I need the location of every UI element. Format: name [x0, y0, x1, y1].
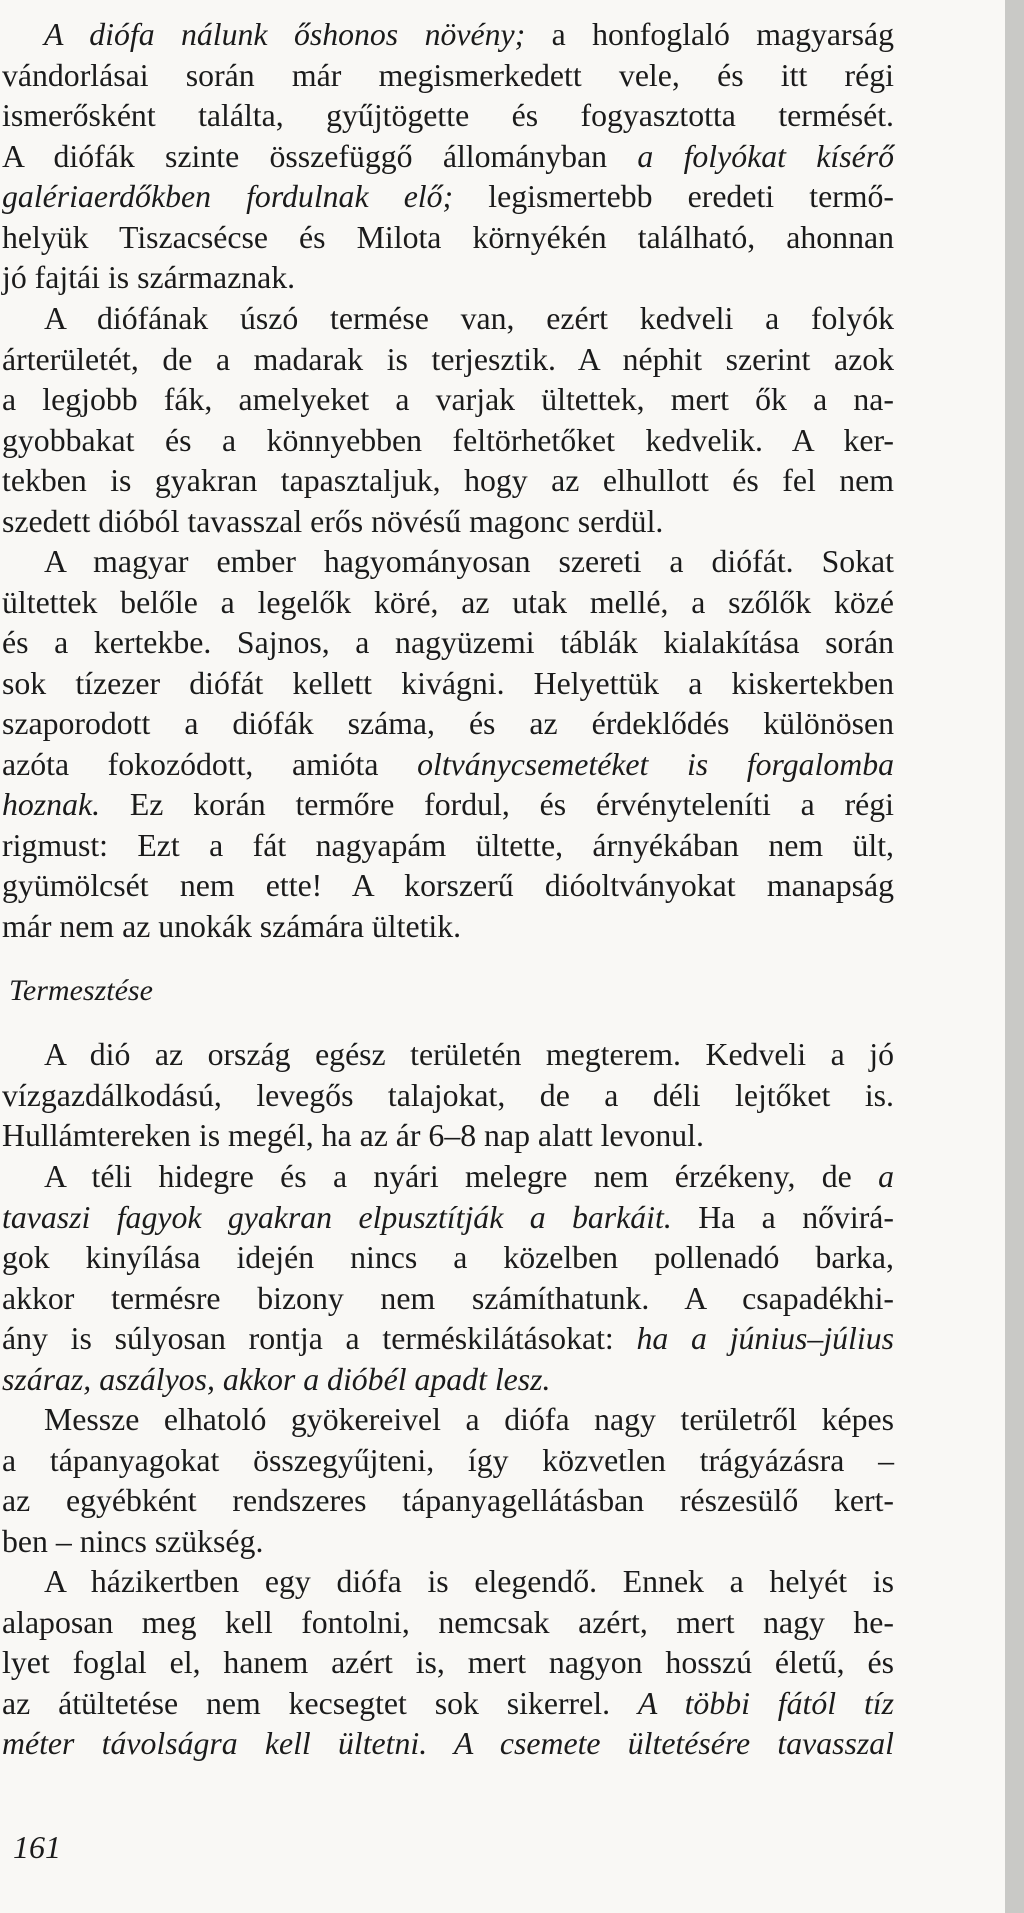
text-run: vándorlásai során már megismerkedett vele, és itt régi: [2, 57, 894, 93]
text-line: [2, 907, 894, 948]
text-line: [2, 1319, 894, 1360]
text-line: [2, 421, 894, 462]
italic-text: oltványcsemetéket is forgalomba: [417, 746, 894, 782]
text-run: Hullámtereken is megél, ha az ár 6–8 nap alatt levonul.: [2, 1118, 704, 1153]
text-line: [2, 704, 894, 745]
text-line: [2, 1076, 894, 1117]
text-run: A házikertben egy diófa is elegendő. Ennek a helyét is: [44, 1564, 894, 1599]
paragraph-1: [2, 15, 894, 299]
text-run: lyet foglal el, hanem azért is, mert nagyon hosszú életű, és: [2, 1645, 894, 1680]
text-line: [2, 380, 894, 421]
page-edge-shadow: [1005, 0, 1024, 1913]
text-run: a legjobb fák, amelyeket a varjak ültettek, mert ők a na-: [2, 382, 894, 417]
italic-text: hoznak.: [2, 787, 101, 822]
text-run: szaporodott a diófák száma, és az érdeklődés különösen: [2, 706, 894, 741]
text-line: [2, 1481, 894, 1522]
text-run: rigmust: Ezt a fát nagyapám ültette, árnyékában nem ült,: [2, 827, 894, 863]
text-line: [2, 1684, 894, 1725]
italic-text: száraz, aszályos, akkor a dióbél apadt lesz.: [2, 1361, 551, 1397]
text-run: Messze elhatoló gyökereivel a diófa nagy területről képes: [44, 1402, 894, 1437]
text-run: árterületét, de a madarak is terjesztik. A néphit szerint azok: [2, 341, 894, 377]
text-run: gyobbakat és a könnyebben feltörhetőket kedvelik. A ker-: [2, 422, 894, 458]
text-line: [2, 15, 894, 56]
text-line: [2, 542, 894, 583]
text-line: [2, 866, 894, 907]
text-line: [2, 56, 894, 97]
text-line: [2, 137, 894, 178]
text-line: [2, 1562, 894, 1603]
text-run: ány is súlyosan rontja a terméskilátásokat:: [2, 1321, 637, 1356]
section-heading: Termesztése: [9, 974, 153, 1007]
paragraph-5: [2, 1157, 894, 1400]
text-run: ültettek belőle a legelők köré, az utak mellé, a szőlők közé: [2, 584, 894, 620]
text-line: [2, 785, 894, 826]
text-run: sok tízezer diófát kellett kivágni. Helyettük a kiskertekben: [2, 665, 894, 701]
text-run: jó fajtái is származnak.: [2, 260, 296, 295]
italic-text: A diófa nálunk őshonos növény;: [44, 17, 526, 52]
paragraph-6: [2, 1400, 894, 1562]
italic-text: a: [878, 1159, 894, 1194]
text-run: A téli hidegre és a nyári melegre nem érzékeny, de: [44, 1159, 879, 1194]
italic-text: A többi fától tíz: [637, 1685, 894, 1721]
paragraph-7: [2, 1562, 894, 1765]
text-line: [2, 623, 894, 664]
text-line: [2, 1198, 894, 1239]
italic-text: ha a június–július: [636, 1321, 894, 1356]
text-run: alaposan meg kell fontolni, nemcsak azért, mert nagy he-: [2, 1604, 894, 1640]
italic-text: a folyókat kísérő: [637, 138, 894, 174]
text-line: [2, 583, 894, 624]
text-run: legismertebb eredeti termő-: [453, 179, 894, 214]
text-line: [2, 1116, 894, 1157]
text-run: a honfoglaló magyarság: [525, 17, 894, 52]
text-run: tekben is gyakran tapasztaljuk, hogy az elhullott és fel nem: [2, 463, 894, 498]
text-run: ismerősként találta, gyűjtögette és fogyasztotta termését.: [2, 98, 894, 133]
text-line: [2, 1643, 894, 1684]
text-run: a tápanyagokat összegyűjteni, így közvetlen trágyázásra –: [2, 1442, 894, 1478]
text-run: gyümölcsét nem ette! A korszerű dióoltványokat manapság: [2, 868, 894, 903]
text-line: [2, 502, 894, 543]
text-line: [2, 340, 894, 381]
text-line: [2, 1238, 894, 1279]
italic-text: tavaszi fagyok gyakran elpusztítják a barkáit.: [2, 1199, 672, 1235]
text-run: és a kertekbe. Sajnos, a nagyüzemi táblák kialakítása során: [2, 625, 894, 660]
text-run: ben – nincs szükség.: [2, 1523, 264, 1559]
text-run: A dió az ország egész területén megterem. Kedveli a jó: [44, 1037, 894, 1072]
text-line: [2, 1400, 894, 1441]
text-run: azóta fokozódott, amióta: [2, 746, 418, 782]
text-run: már nem az unokák számára ültetik.: [2, 908, 462, 944]
text-run: az egyébként rendszeres tápanyagellátásban részesülő kert-: [2, 1483, 894, 1518]
text-run: Ez korán termőre fordul, és érvényteleníti a régi: [100, 787, 894, 822]
text-line: [2, 1360, 894, 1401]
paragraph-3: [2, 542, 894, 947]
text-line: [2, 258, 894, 299]
text-line: [2, 1603, 894, 1644]
text-run: A diófának úszó termése van, ezért kedveli a folyók: [44, 301, 894, 336]
text-line: [2, 1279, 894, 1320]
page-number: 161: [13, 1829, 61, 1865]
text-line: [2, 1035, 894, 1076]
text-line: [2, 96, 894, 137]
text-run: akkor termésre bizony nem számíthatunk. A csapadékhi-: [2, 1280, 894, 1316]
italic-text: méter távolságra kell ültetni. A csemete ültetésére tavasszal: [2, 1726, 894, 1761]
text-line: [2, 1522, 894, 1563]
text-line: [2, 1441, 894, 1482]
text-run: szedett dióból tavasszal erős növésű magonc serdül.: [2, 503, 664, 539]
text-line: [2, 1724, 894, 1765]
text-run: A diófák szinte összefüggő állományban: [2, 138, 638, 174]
text-line: [2, 461, 894, 502]
text-run: helyük Tiszacsécse és Milota környékén található, ahonnan: [2, 219, 894, 255]
text-run: gok kinyílása idején nincs a közelben pollenadó barka,: [2, 1240, 894, 1275]
italic-text: galériaerdőkben fordulnak elő;: [2, 179, 454, 214]
text-run: A magyar ember hagyományosan szereti a diófát. Sokat: [44, 544, 894, 579]
paragraph-4: [2, 1035, 894, 1157]
text-run: Ha a nővirá-: [671, 1199, 895, 1235]
paragraph-2: [2, 299, 894, 542]
text-line: [2, 1157, 894, 1198]
text-line: [2, 745, 894, 786]
text-line: [2, 218, 894, 259]
text-run: az átültetése nem kecsegtet sok sikerrel.: [2, 1685, 638, 1721]
text-run: vízgazdálkodású, levegős talajokat, de a déli lejtőket is.: [2, 1077, 894, 1113]
text-line: [2, 299, 894, 340]
text-line: [2, 664, 894, 705]
text-line: [2, 177, 894, 218]
text-line: [2, 826, 894, 867]
